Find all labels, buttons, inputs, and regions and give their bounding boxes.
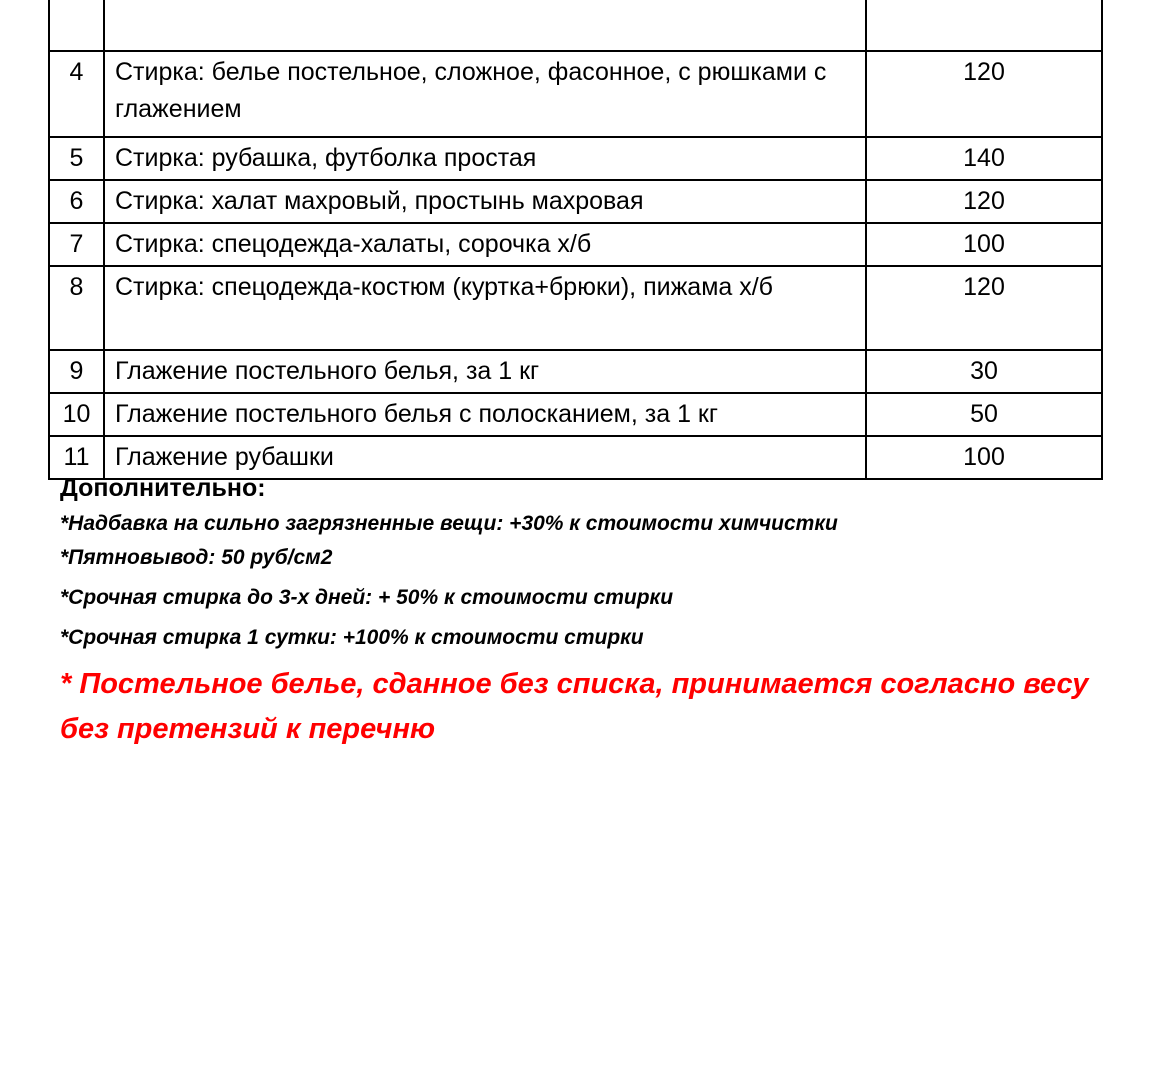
table-row (49, 137, 1102, 180)
service-name: Стирка: рубашка, футболка простая (104, 137, 866, 180)
service-name: Глажение постельного белья, за 1 кг (104, 350, 866, 393)
service-name: Глажение рубашки (104, 436, 866, 479)
service-price: 30 (866, 350, 1102, 393)
service-name: Стирка: халат махровый, простынь махровая (104, 180, 866, 223)
service-name: Стирка: спецодежда-костюм (куртка+брюки), пижама х/б (104, 266, 866, 350)
additional-section (60, 472, 1120, 652)
service-name: Глажение постельного белья с полосканием, за 1 кг (104, 393, 866, 436)
service-price: 120 (866, 266, 1102, 350)
table-row (49, 0, 1102, 51)
table-row (49, 51, 1102, 137)
service-price: 100 (866, 223, 1102, 266)
urgent-1-day-note: *Срочная стирка 1 сутки: +100% к стоимости стирки (60, 626, 644, 649)
service-price: 140 (866, 137, 1102, 180)
table-row (49, 350, 1102, 393)
service-price (866, 0, 1102, 51)
row-number (49, 0, 104, 51)
table-row (49, 223, 1102, 266)
additional-title: Дополнительно: (60, 474, 266, 502)
row-number: 7 (49, 223, 104, 266)
bedding-warning: * Постельное белье, сданное без списка, принимается согласно весу без претензий к перечню (60, 668, 1089, 745)
row-number: 6 (49, 180, 104, 223)
row-number: 8 (49, 266, 104, 350)
stain-removal-note: *Пятновывод: 50 руб/см2 (60, 546, 333, 569)
service-name: Стирка: белье постельное, сложное, фасонное, с рюшками с глажением (104, 51, 866, 137)
service-price: 120 (866, 51, 1102, 137)
table-row (49, 266, 1102, 350)
row-number: 11 (49, 436, 104, 479)
row-number: 5 (49, 137, 104, 180)
price-table (48, 0, 1103, 480)
service-price: 50 (866, 393, 1102, 436)
surcharge-note: *Надбавка на сильно загрязненные вещи: +30% к стоимости химчистки (60, 512, 838, 535)
service-price: 100 (866, 436, 1102, 479)
row-number: 4 (49, 51, 104, 137)
table-row (49, 180, 1102, 223)
table-row (49, 393, 1102, 436)
service-name: Стирка: спецодежда-халаты, сорочка х/б (104, 223, 866, 266)
urgent-3-day-note: *Срочная стирка до 3-х дней: + 50% к стоимости стирки (60, 586, 674, 609)
row-number: 9 (49, 350, 104, 393)
service-price: 120 (866, 180, 1102, 223)
row-number: 10 (49, 393, 104, 436)
service-name (104, 0, 866, 51)
